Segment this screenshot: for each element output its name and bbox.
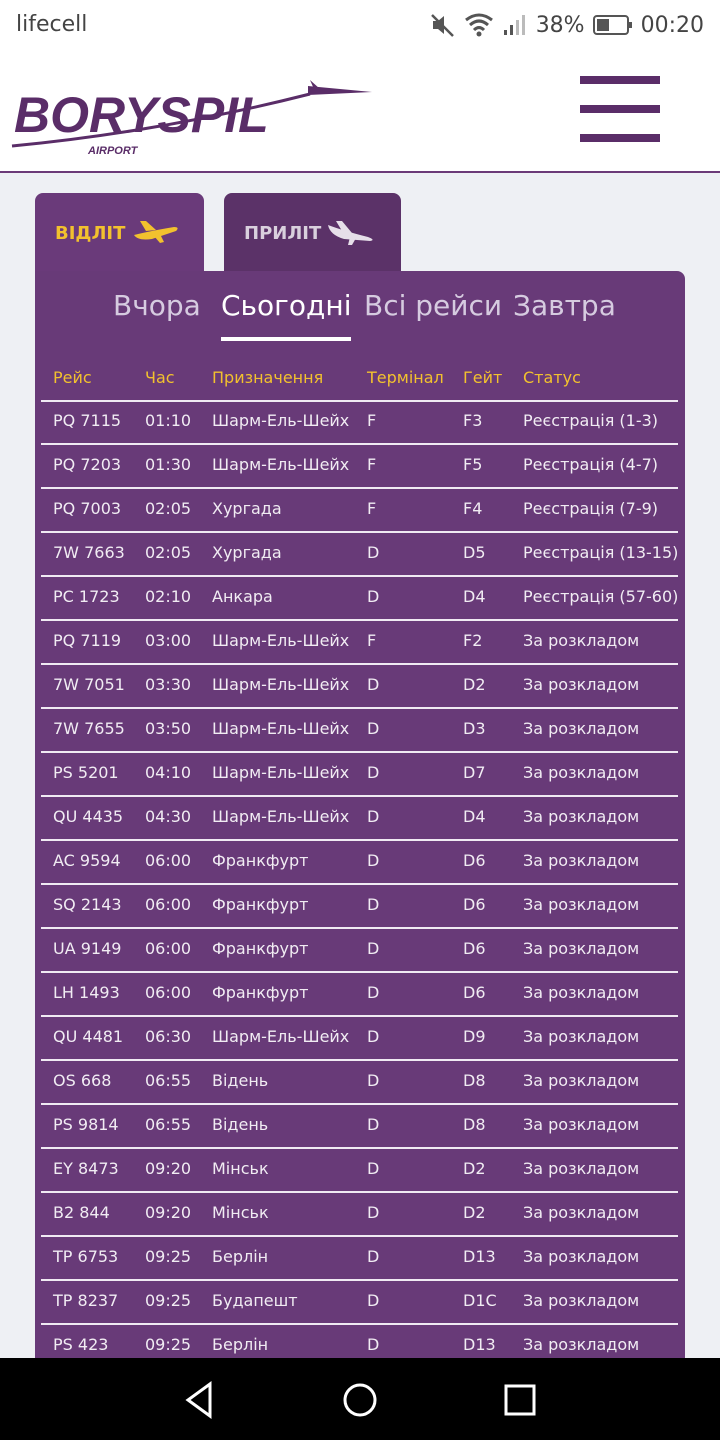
cell-time: 06:30 <box>145 1027 192 1046</box>
cell-time: 03:50 <box>145 719 192 738</box>
cell-gate: F4 <box>463 499 483 518</box>
cell-time: 09:25 <box>145 1247 192 1266</box>
cell-flight: PS 423 <box>53 1335 109 1354</box>
table-row[interactable] <box>41 1017 678 1061</box>
table-row[interactable] <box>41 621 678 665</box>
cell-time: 09:25 <box>145 1335 192 1354</box>
cell-gate: D2 <box>463 1203 486 1222</box>
table-row[interactable] <box>41 445 678 489</box>
cell-destination: Шарм-Ель-Шейх <box>212 631 350 650</box>
table-row[interactable] <box>41 1237 678 1281</box>
cell-flight: PQ 7203 <box>53 455 122 474</box>
table-row[interactable] <box>41 401 678 445</box>
cell-terminal: D <box>367 851 380 870</box>
cell-status: Реєстрація (57-60) <box>523 587 679 606</box>
cell-terminal: D <box>367 1203 380 1222</box>
cell-status: За розкладом <box>523 763 640 782</box>
cell-status: За розкладом <box>523 807 640 826</box>
cell-gate: D5 <box>463 543 486 562</box>
cell-destination: Шарм-Ель-Шейх <box>212 675 350 694</box>
cell-terminal: D <box>367 587 380 606</box>
cell-flight: EY 8473 <box>53 1159 119 1178</box>
tab-tomorrow[interactable]: Завтра <box>513 289 616 322</box>
cell-flight: TP 8237 <box>53 1291 119 1310</box>
home-icon[interactable] <box>338 1378 382 1422</box>
table-row[interactable] <box>41 1193 678 1237</box>
tab-today[interactable]: Сьогодні <box>221 289 352 322</box>
logo-subtext: AIRPORT <box>88 145 138 157</box>
cell-destination: Шарм-Ель-Шейх <box>212 1027 350 1046</box>
battery-icon <box>593 14 633 36</box>
tab-arrivals-label: ПРИЛІТ <box>244 223 322 244</box>
col-time: Час <box>145 368 175 387</box>
table-row[interactable] <box>41 973 678 1017</box>
cell-gate: D6 <box>463 895 486 914</box>
site-header <box>0 50 720 173</box>
cell-status: За розкладом <box>523 1027 640 1046</box>
cell-terminal: D <box>367 1291 380 1310</box>
cell-gate: D9 <box>463 1027 486 1046</box>
table-row[interactable] <box>41 665 678 709</box>
cell-status: За розкладом <box>523 1159 640 1178</box>
logo-text: BORYSPIL <box>14 87 269 143</box>
cell-terminal: D <box>367 983 380 1002</box>
cell-time: 06:55 <box>145 1115 192 1134</box>
cell-flight: QU 4435 <box>53 807 124 826</box>
cell-status: За розкладом <box>523 1115 640 1134</box>
cell-destination: Франкфурт <box>212 939 309 958</box>
tab-arrivals[interactable] <box>224 193 401 271</box>
table-header <box>41 366 678 402</box>
cell-status: За розкладом <box>523 895 640 914</box>
cell-time: 09:25 <box>145 1291 192 1310</box>
flight-rows <box>41 401 678 1358</box>
table-row[interactable] <box>41 1325 678 1358</box>
cell-flight: LH 1493 <box>53 983 120 1002</box>
cell-gate: D13 <box>463 1335 496 1354</box>
back-icon[interactable] <box>178 1378 222 1422</box>
cell-destination: Франкфурт <box>212 895 309 914</box>
table-row[interactable] <box>41 753 678 797</box>
cell-terminal: D <box>367 1115 380 1134</box>
cell-terminal: F <box>367 455 377 474</box>
cell-destination: Берлін <box>212 1247 269 1266</box>
table-row[interactable] <box>41 885 678 929</box>
cell-status: За розкладом <box>523 631 640 650</box>
cell-gate: D8 <box>463 1115 486 1134</box>
cell-terminal: D <box>367 763 380 782</box>
cell-destination: Будапешт <box>212 1291 298 1310</box>
cell-time: 06:00 <box>145 851 192 870</box>
cell-terminal: D <box>367 675 380 694</box>
cell-gate: D4 <box>463 587 486 606</box>
cell-terminal: D <box>367 939 380 958</box>
cell-status: За розкладом <box>523 1291 640 1310</box>
wifi-icon <box>464 12 494 38</box>
cell-time: 01:10 <box>145 411 192 430</box>
cell-destination: Франкфурт <box>212 851 309 870</box>
cell-time: 03:30 <box>145 675 192 694</box>
carrier-name: lifecell <box>16 12 88 37</box>
flight-panel <box>35 271 685 1358</box>
cell-flight: QU 4481 <box>53 1027 124 1046</box>
table-row[interactable] <box>41 577 678 621</box>
cell-gate: D2 <box>463 675 486 694</box>
cell-terminal: D <box>367 895 380 914</box>
cell-time: 06:00 <box>145 895 192 914</box>
mute-icon <box>430 12 456 38</box>
table-row[interactable] <box>41 841 678 885</box>
cell-status: За розкладом <box>523 719 640 738</box>
cell-time: 04:10 <box>145 763 192 782</box>
cell-flight: B2 844 <box>53 1203 110 1222</box>
col-destination: Призначення <box>212 368 324 387</box>
cell-flight: PC 1723 <box>53 587 120 606</box>
cell-flight: PQ 7003 <box>53 499 122 518</box>
cell-destination: Мінськ <box>212 1203 269 1222</box>
cell-terminal: F <box>367 631 377 650</box>
clock: 00:20 <box>640 12 704 38</box>
cell-flight: UA 9149 <box>53 939 122 958</box>
cell-status: Реєстрація (7-9) <box>523 499 659 518</box>
cell-destination: Відень <box>212 1115 269 1134</box>
cell-status: За розкладом <box>523 1203 640 1222</box>
table-row[interactable] <box>41 709 678 753</box>
cell-time: 02:05 <box>145 543 192 562</box>
cell-destination: Шарм-Ель-Шейх <box>212 411 350 430</box>
plane-landing-icon <box>324 219 376 245</box>
cell-gate: F5 <box>463 455 483 474</box>
cell-status: За розкладом <box>523 851 640 870</box>
battery-percent: 38% <box>535 12 585 38</box>
day-tabs <box>35 289 685 339</box>
col-gate: Гейт <box>463 368 503 387</box>
cell-flight: PQ 7115 <box>53 411 122 430</box>
cell-time: 02:05 <box>145 499 192 518</box>
cell-destination: Франкфурт <box>212 983 309 1002</box>
tab-departures-label: ВІДЛІТ <box>55 223 126 244</box>
status-bar <box>0 0 720 50</box>
cell-status: Реєстрація (1-3) <box>523 411 659 430</box>
cell-terminal: D <box>367 1159 380 1178</box>
cell-time: 04:30 <box>145 807 192 826</box>
cell-gate: D4 <box>463 807 486 826</box>
cell-destination: Шарм-Ель-Шейх <box>212 807 350 826</box>
cell-time: 06:00 <box>145 939 192 958</box>
cell-time: 06:55 <box>145 1071 192 1090</box>
cell-destination: Хургада <box>212 499 282 518</box>
cell-status: За розкладом <box>523 939 640 958</box>
cell-time: 06:00 <box>145 983 192 1002</box>
cell-destination: Шарм-Ель-Шейх <box>212 719 350 738</box>
cell-flight: TP 6753 <box>53 1247 119 1266</box>
recents-icon[interactable] <box>498 1378 542 1422</box>
cell-gate: D2 <box>463 1159 486 1178</box>
table-row[interactable] <box>41 1149 678 1193</box>
cell-flight: 7W 7663 <box>53 543 125 562</box>
system-nav-bar <box>0 1358 720 1440</box>
cell-terminal: D <box>367 1335 380 1354</box>
table-row[interactable] <box>41 797 678 841</box>
table-row[interactable] <box>41 489 678 533</box>
cell-status: За розкладом <box>523 1335 640 1354</box>
cell-terminal: D <box>367 1027 380 1046</box>
col-terminal: Термінал <box>367 368 444 387</box>
cell-status: За розкладом <box>523 983 640 1002</box>
cell-destination: Шарм-Ель-Шейх <box>212 763 350 782</box>
cell-destination: Берлін <box>212 1335 269 1354</box>
cell-status: Реєстрація (13-15) <box>523 543 679 562</box>
cell-status: За розкладом <box>523 1247 640 1266</box>
cell-flight: AC 9594 <box>53 851 121 870</box>
borispil-logo[interactable] <box>10 64 380 159</box>
table-row[interactable] <box>41 1061 678 1105</box>
table-row[interactable] <box>41 1105 678 1149</box>
cell-flight: SQ 2143 <box>53 895 122 914</box>
cell-terminal: D <box>367 807 380 826</box>
cell-terminal: D <box>367 1071 380 1090</box>
table-row[interactable] <box>41 1281 678 1325</box>
hamburger-menu-button[interactable] <box>580 76 660 142</box>
cell-gate: D1C <box>463 1291 497 1310</box>
cell-gate: D6 <box>463 939 486 958</box>
cell-gate: D6 <box>463 851 486 870</box>
cell-destination: Хургада <box>212 543 282 562</box>
cell-flight: PQ 7119 <box>53 631 122 650</box>
cell-gate: D6 <box>463 983 486 1002</box>
plane-takeoff-icon <box>130 221 180 243</box>
cell-destination: Відень <box>212 1071 269 1090</box>
cell-gate: F2 <box>463 631 483 650</box>
col-flight: Рейс <box>53 368 92 387</box>
cell-status: Реєстрація (4-7) <box>523 455 659 474</box>
table-row[interactable] <box>41 533 678 577</box>
signal-icon <box>502 13 528 37</box>
cell-status: За розкладом <box>523 675 640 694</box>
cell-destination: Мінськ <box>212 1159 269 1178</box>
tab-departures[interactable] <box>35 193 204 273</box>
tab-all-flights[interactable]: Всі рейси <box>364 289 503 322</box>
flight-board <box>0 173 720 1358</box>
cell-destination: Шарм-Ель-Шейх <box>212 455 350 474</box>
cell-time: 01:30 <box>145 455 192 474</box>
cell-terminal: F <box>367 411 377 430</box>
cell-gate: D3 <box>463 719 486 738</box>
cell-flight: PS 9814 <box>53 1115 119 1134</box>
tab-yesterday[interactable]: Вчора <box>113 289 201 322</box>
cell-terminal: D <box>367 1247 380 1266</box>
cell-flight: PS 5201 <box>53 763 119 782</box>
cell-flight: OS 668 <box>53 1071 112 1090</box>
cell-time: 03:00 <box>145 631 192 650</box>
cell-flight: 7W 7655 <box>53 719 125 738</box>
col-status: Статус <box>523 368 581 387</box>
cell-time: 09:20 <box>145 1159 192 1178</box>
cell-destination: Анкара <box>212 587 273 606</box>
cell-status: За розкладом <box>523 1071 640 1090</box>
cell-terminal: F <box>367 499 377 518</box>
cell-gate: D13 <box>463 1247 496 1266</box>
cell-time: 02:10 <box>145 587 192 606</box>
table-row[interactable] <box>41 929 678 973</box>
cell-terminal: D <box>367 719 380 738</box>
cell-time: 09:20 <box>145 1203 192 1222</box>
cell-gate: D7 <box>463 763 486 782</box>
cell-gate: F3 <box>463 411 483 430</box>
cell-flight: 7W 7051 <box>53 675 125 694</box>
cell-terminal: D <box>367 543 380 562</box>
cell-gate: D8 <box>463 1071 486 1090</box>
